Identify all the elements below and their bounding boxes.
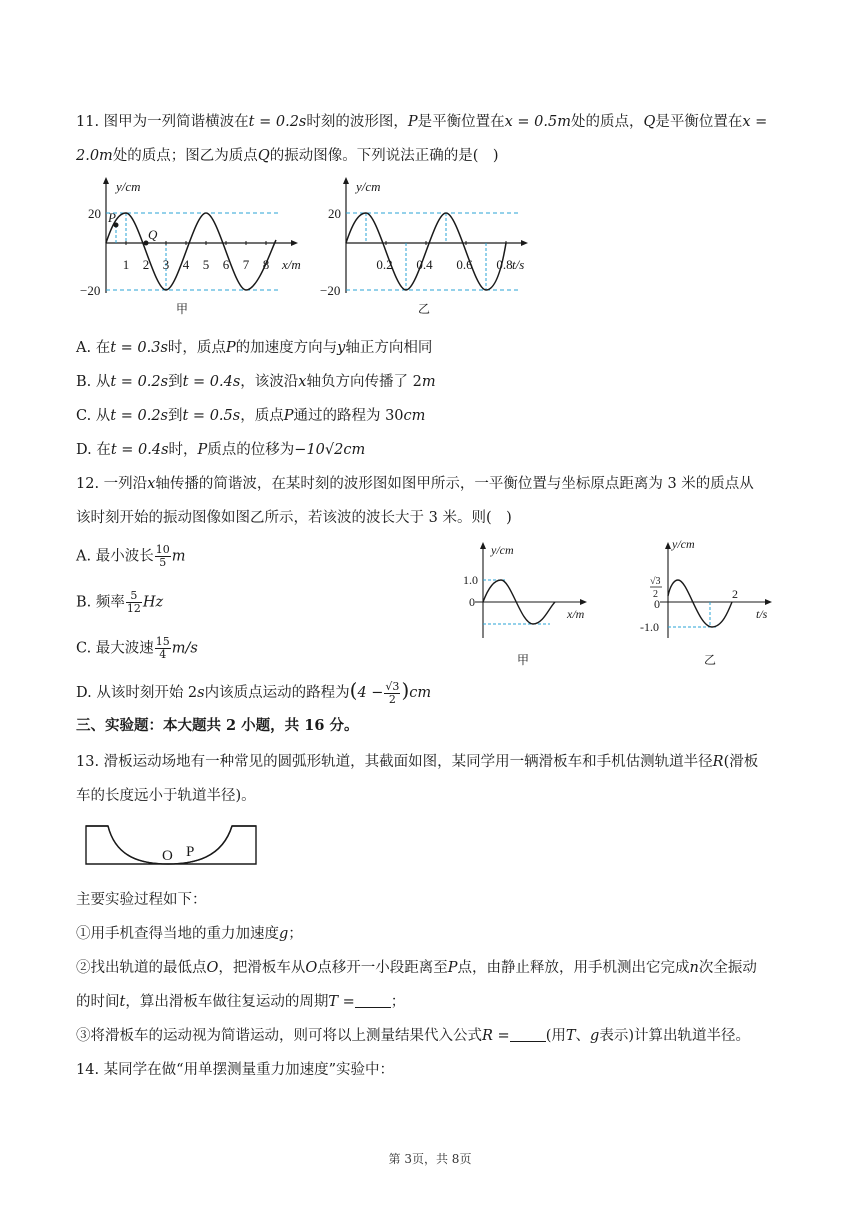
q11-option-d: D. 在t = 0.4s时，P质点的位移为−10√2cm <box>76 442 366 458</box>
section-3-heading: 三、实验题：本大题共 2 小题，共 16 分。 <box>76 717 359 734</box>
track-O-label: O <box>162 848 173 864</box>
q12-line-1: 12. 一列沿x轴传播的简谐波，在某时刻的波形图如图甲所示，一平衡位置与坐标原点距离为 3 米的质点从 <box>76 476 754 492</box>
fig-b-ytop: 20 <box>328 206 341 221</box>
q13-step-3: ③将滑板车的运动视为简谐运动，则可将以上测量结果代入公式R = (用T、g表示)计算出轨道半径。 <box>76 1028 750 1044</box>
fig-a-ylabel: y/cm <box>116 179 141 194</box>
tick-label: 3 <box>162 257 170 272</box>
q11-option-a: A. 在t = 0.3s时，质点P的加速度方向与y轴正方向相同 <box>76 340 433 356</box>
q12b-ytop-num: √3 <box>650 576 661 587</box>
q13-track-figure <box>82 822 262 870</box>
tick-label: 0.2 <box>376 257 393 272</box>
q12-option-a: A. 最小波长 $\frac{10}{5}$ m <box>76 543 186 569</box>
answer-blank-T[interactable] <box>355 993 391 1008</box>
fig-a-xlabel: x/m <box>282 257 301 272</box>
fig-b-ylabel: y/cm <box>356 179 381 194</box>
tick-label: 6 <box>222 257 230 272</box>
tick-label: 1 <box>122 257 130 272</box>
q12-option-b: B. 频率 $\frac{5}{12}$ Hz <box>76 589 164 615</box>
q12-figure-a <box>455 538 595 670</box>
q11-line-1: 11. 图甲为一列简谐横波在t = 0.2s时刻的波形图，P是平衡位置在x = 0.5m处的质点，Q是平衡位置在x = <box>76 114 768 130</box>
q13-step-2-line-2: 的时间t，算出滑板车做往复运动的周期T = ； <box>76 994 406 1010</box>
fig-a-caption: 甲 <box>176 302 189 316</box>
fig-b-ticks <box>376 241 512 272</box>
tick-label: 0.4 <box>416 257 433 272</box>
q13-line-1: 13. 滑板运动场地有一种常见的圆弧形轨道，其截面如图，某同学用一辆滑板车和手机估测轨道半径R(滑板 <box>76 754 759 770</box>
q12b-ybottom: -1.0 <box>640 620 659 634</box>
q12a-caption: 甲 <box>517 653 530 667</box>
tick-label: 2 <box>142 257 150 272</box>
q11-figure-a <box>76 175 316 325</box>
tick-label: 5 <box>202 257 210 272</box>
fig-a-ticks <box>123 241 269 272</box>
fig-a-ytop: 20 <box>88 206 101 221</box>
fig-b-caption: 乙 <box>418 302 431 316</box>
fig-a-ybottom: −20 <box>80 283 101 298</box>
q12a-zero: 0 <box>469 595 475 609</box>
tick-label: 8 <box>262 257 270 272</box>
q12b-zero: 0 <box>654 597 660 611</box>
q11-option-c: C. 从t = 0.2s到t = 0.5s，质点P通过的路程为 30cm <box>76 408 426 424</box>
fig-a-Q: Q <box>148 227 158 242</box>
q12b-ytop-den: 2 <box>653 589 658 600</box>
q12b-tick: 2 <box>732 587 738 601</box>
q11-line-2: 2.0m处的质点；图乙为质点Q的振动图像。下列说法正确的是( ) <box>76 148 499 164</box>
q13-process: 主要实验过程如下： <box>76 892 207 908</box>
q11-figure-b <box>316 175 556 325</box>
tick-label: 7 <box>242 257 250 272</box>
q12b-xlabel: t/s <box>756 607 768 621</box>
q13-step-2: ②找出轨道的最低点O，把滑板车从O点移开一小段距离至P点，由静止释放，用手机测出它完成n次全振动 <box>76 960 757 976</box>
q12b-ylabel: y/cm <box>672 537 695 551</box>
fig-a-P: P <box>108 210 116 225</box>
answer-blank-R[interactable] <box>510 1027 546 1042</box>
q12-figure-b <box>640 534 780 670</box>
q13-step-1: ①用手机查得当地的重力加速度g； <box>76 926 303 942</box>
fig-b-xlabel: t/s <box>512 257 525 272</box>
q12-line-2: 该时刻开始的振动图像如图乙所示，若该波的波长大于 3 米。则( ) <box>76 510 512 526</box>
q12-option-d: D. 从该时刻开始 2s内该质点运动的路程为(4 − $\frac{√3}{2}$ )cm <box>76 678 432 706</box>
q12b-caption: 乙 <box>704 653 717 667</box>
q13-line-2: 车的长度远小于轨道半径)。 <box>76 788 256 804</box>
tick-label: 4 <box>182 257 190 272</box>
fig-b-ybottom: −20 <box>320 283 341 298</box>
q12-option-c: C. 最大波速 $\frac{15}{4}$ m/s <box>76 635 198 661</box>
q12a-xlabel: x/m <box>567 607 585 621</box>
track-P-label: P <box>186 844 195 860</box>
q11-option-b: B. 从t = 0.2s到t = 0.4s，该波沿x轴负方向传播了 2m <box>76 374 436 390</box>
q12a-ylabel: y/cm <box>491 543 514 557</box>
tick-label: 0.8 <box>496 257 513 272</box>
page-footer: 第 3页，共 8页 <box>388 1152 472 1166</box>
tick-label: 0.6 <box>456 257 473 272</box>
q14-line: 14. 某同学在做“用单摆测量重力加速度”实验中： <box>76 1062 394 1078</box>
q12a-ytop: 1.0 <box>463 573 478 587</box>
